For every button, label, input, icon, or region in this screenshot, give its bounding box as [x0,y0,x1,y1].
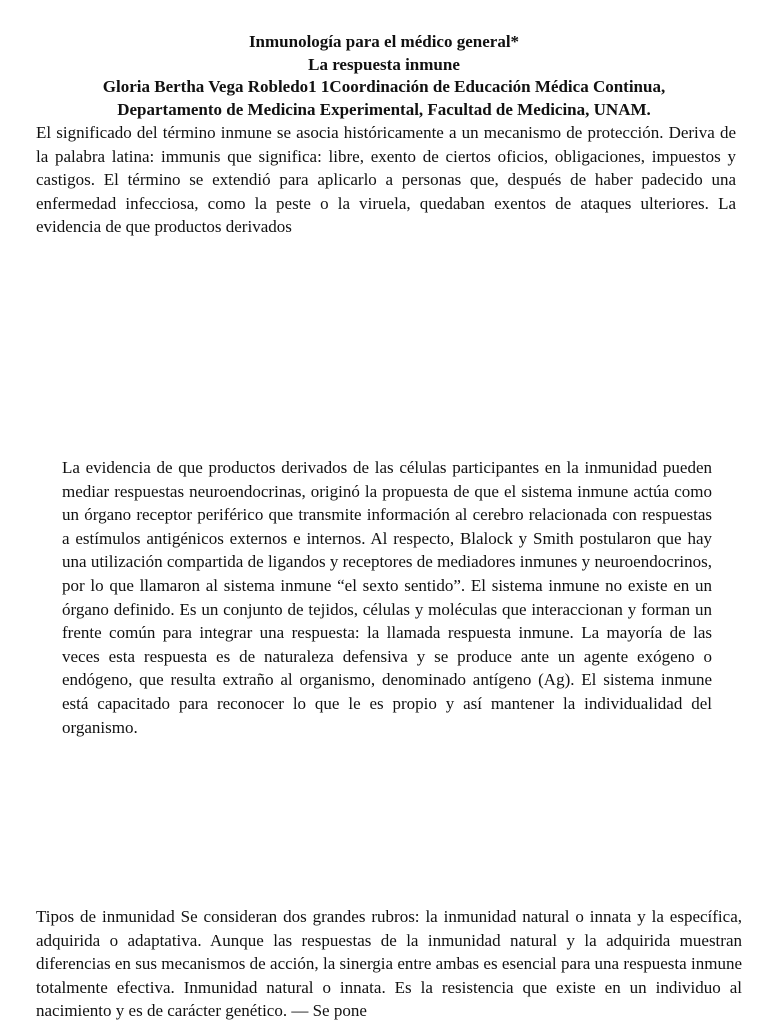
affiliation-line: Departamento de Medicina Experimental, Facultad de Medicina, UNAM. [117,99,651,119]
document-title: Inmunología para el médico general* [248,32,520,51]
paragraph-intro: El significado del término inmune se asocia históricamente a un mecanismo de protección. Deriva de la palabra latina: immunis que significa: libre, exento de ciertos oficios, obligaciones, impuestos y castigos. El término se extendió para aplicarlo a personas que, después de haber padecido una enfermedad infecciosa, como la peste o la viruela, quedaban exentos de ataques ulteriores. La evidencia de que productos derivados [36,123,736,237]
paragraph-immune-system: La evidencia de que productos derivados de las células participantes en la inmunidad pueden mediar respuestas neuroendocrinas, originó la propuesta de que el sistema inmune actúa como un órgano receptor periférico que transmite información al cerebro relacionada con respuestas a estímulos antigénicos externos e internos. Al respecto, Blalock y Smith postularon que hay una utilización compartida de ligandos y receptores de mediadores inmunes y neuroendocrinos, por lo que llamaron al sistema inmune “el sexto sentido”. El sistema inmune no existe en un órgano definido. Es un conjunto de tejidos, células y moléculas que interaccionan y forman un frente común para integrar una respuesta: la llamada respuesta inmune. La mayoría de las veces esta respuesta es de naturaleza defensiva y se produce ante un agente exógeno o endógeno, que resulta extraño al organismo, denominado antígeno (Ag). El sistema inmune está capacitado para reconocer lo que le es propio y así mantener la individualidad del organismo. [62,458,712,737]
author-line: Gloria Bertha Vega Robledo1 1Coordinación de Educación Médica Continua, [102,77,666,96]
document-header [30,31,738,121]
paragraph-immunity-types: Tipos de inmunidad Se consideran dos grandes rubros: la inmunidad natural o innata y la específica, adquirida o adaptativa. Aunque las respuestas de la inmunidad natural y la adquirida muestran diferencias en sus mecanismos de acción, la sinergia entre ambas es esencial para una respuesta inmune totalmente efectiva. Inmunidad natural o innata. Es la resistencia que existe en un individuo al nacimiento y es de carácter genético. — Se pone [36,907,742,1021]
document-subtitle: La respuesta inmune [308,54,460,74]
